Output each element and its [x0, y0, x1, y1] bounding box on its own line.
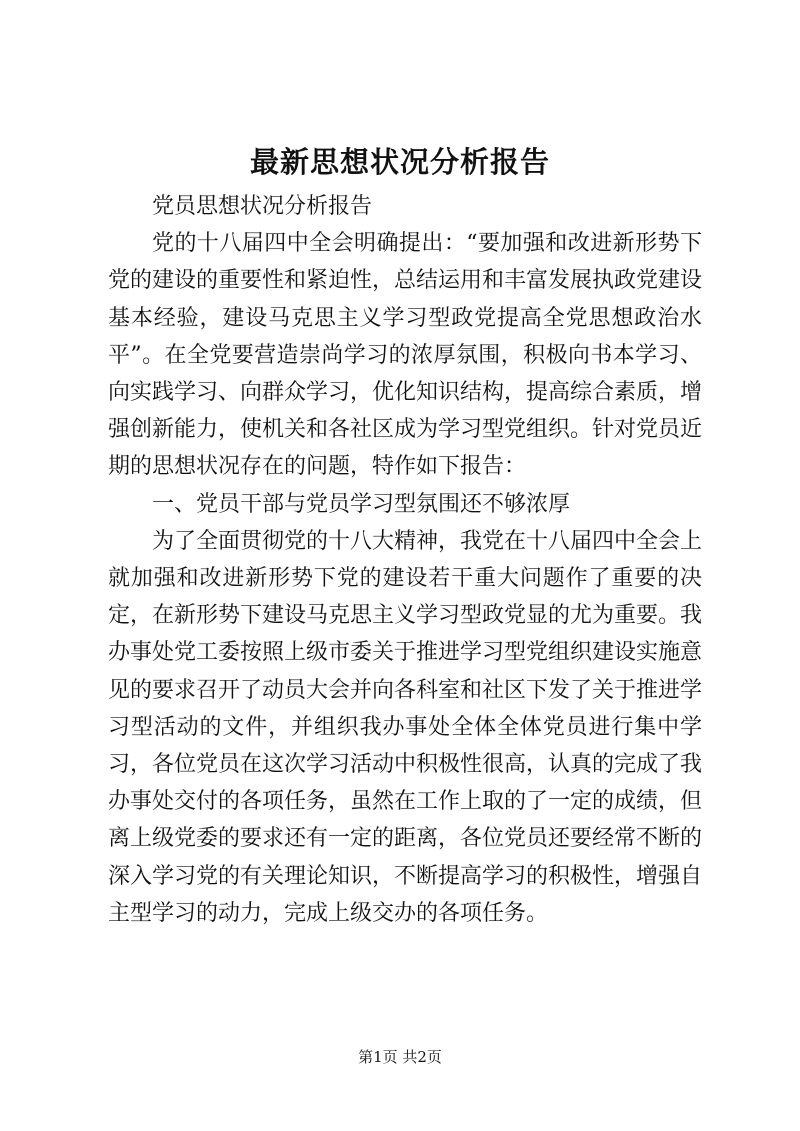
body-paragraph-intro: 党的十八届四中全会明确提出：“要加强和改进新形势下党的建设的重要性和紧迫性，总结运用和丰富发展执政党建设基本经验，建设马克思主义学习型政党提高全党思想政治水平”。在全党要营造崇尚学习的浓厚氛围，积极向书本学习、向实践学习、向群众学习，优化知识结构，提高综合素质，增强创新能力，使机关和各社区成为学习型党组织。针对党员近期的思想状况存在的问题，特作如下报告：	[108, 231, 703, 480]
document-body	[108, 188, 702, 932]
body-paragraph-section-1: 为了全面贯彻党的十八大精神，我党在十八届四中全会上就加强和改进新形势下党的建设若干重大问题作了重要的决定，在新形势下建设马克思主义学习型政党显的尤为重要。我办事处党工委按照上级市委关于推进学习型党组织建设实施意见的要求召开了动员大会并向各科室和社区下发了关于推进学习型活动的文件，并组织我办事处全体全体党员进行集中学习，各位党员在这次学习活动中积极性很高，认真的完成了我办事处交付的各项任务，虽然在工作上取的了一定的成绩，但离上级党委的要求还有一定的距离，各位党员还要经常不断的深入学习党的有关理论知识，不断提高学习的积极性，增强自主型学习的动力，完成上级交办的各项任务。	[108, 528, 703, 926]
section-heading: 一、党员干部与党员学习型氛围还不够浓厚	[152, 491, 571, 517]
page-number-footer: 第1页 共2页	[358, 1048, 442, 1066]
subtitle-paragraph: 党员思想状况分析报告	[152, 194, 373, 219]
document-title: 最新思想状况分析报告	[249, 145, 550, 179]
